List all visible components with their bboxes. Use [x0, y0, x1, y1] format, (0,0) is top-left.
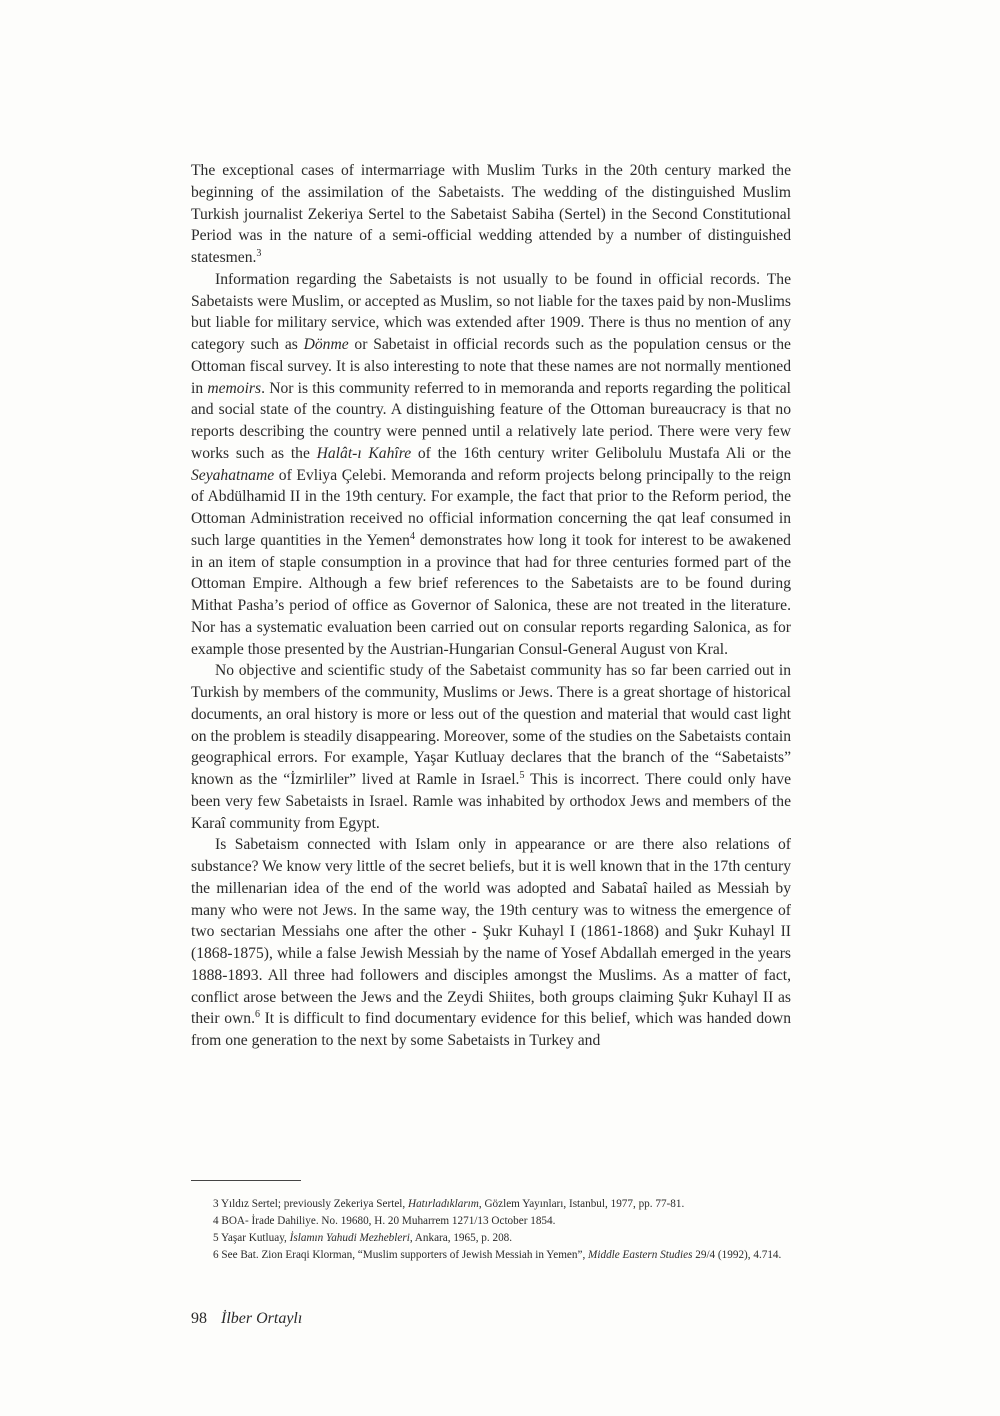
- footnote-ref-3[interactable]: 3: [256, 247, 262, 259]
- footnote-ref-4[interactable]: 4: [409, 530, 415, 542]
- main-text: [191, 160, 791, 1052]
- body-text: [191, 160, 791, 1052]
- footnote-ref-6[interactable]: 6: [254, 1009, 260, 1021]
- footnote-4: 4 BOA- İrade Dahiliye. No. 19680, H. 20 Muharrem 1271/13 October 1854.: [213, 1215, 556, 1227]
- paragraph-1: The exceptional cases of intermarriage with Muslim Turks in the 20th century marked the beginning of the assimilation of the Sabetaists. The wedding of the distinguished Muslim Turkish journalist Zekeriya Sertel to the Sabetaist Sabiha (Sertel) in the Second Constitutional Period was in the nature of a semi-official wedding attended by a number of distinguished statesmen.$^3$: [191, 162, 791, 266]
- footnote-6: 6 See Bat. Zion Eraqi Klorman, “Muslim supporters of Jewish Messiah in Yemen”, Middle Eastern Studies 29/4 (1992), 4.714.: [213, 1249, 782, 1261]
- footnote-rule: [191, 1180, 301, 1181]
- page-number: 98: [191, 1310, 207, 1327]
- footnote-3: 3 Yıldız Sertel; previously Zekeriya Sertel, Hatırladıklarım, Gözlem Yayınları, Istanbul, 1977, pp. 77-81.: [213, 1198, 685, 1210]
- page-footer: [191, 1310, 302, 1328]
- paragraph-4: Is Sabetaism connected with Islam only in appearance or are there also relations of substance? We know very little of the secret beliefs, but it is well known that in the 17th century the millenarian idea of the end of the world was adopted and Sabataî hailed as Messiah by many who were not Jews. In the same way, the 19th century was to witness the emergence of two sectarian Messiahs one after the other - Şukr Kuhayl I (1861-1868) and Şukr Kuhayl II (1868-1875), while a false Jewish Messiah by the name of Yosef Abdallah emerged in the years 1888-1893. All three had followers and disciples amongst the Muslims. As a matter of fact, conflict arose between the Jews and the Zeydi Shiites, both groups claiming Şukr Kuhayl II as their own.$^6$ It is difficult to find documentary evidence for this belief, which was handed down from one generation to the next by some Sabetaists in Turkey and: [191, 836, 791, 1049]
- footnote-ref-5[interactable]: 5: [519, 769, 525, 781]
- paragraph-2: Information regarding the Sabetaists is not usually to be found in official records. The Sabetaists were Muslim, or accepted as Muslim, so not liable for the taxes paid by non-Muslims but liable for military service, which was extended after 1909. There is thus no mention of any category such as Dönme or Sabetaist in official records such as the population census or the Ottoman fiscal survey. It is also interesting to note that these names are not normally mentioned in memoirs. Nor is this community referred to in memoranda and reports regarding the political and social state of the country. A distinguishing feature of the Ottoman bureaucracy is that no reports describing the country were penned until a relatively late period. There were very few works such as the Halât-ı Kahîre of the 16th century writer Gelibolulu Mustafa Ali or the Seyahatname of Evliya Çelebi. Memoranda and reform projects belong principally to the reign of Abdülhamid II in the 19th century. For example, the fact that prior to the Reform period, the Ottoman Administration received no official information concerning the qat leaf consumed in such large quantities in the Yemen$^4$ demonstrates how long it took for interest to be awakened in an item of staple consumption in a province that had for three centuries formed part of the Ottoman Empire. Although a few brief references to the Sabetaists are to be found during Mithat Pasha’s period of office as Governor of Salonica, these are not treated in the literature. Nor has a systematic evaluation been carried out on consular reports regarding Salonica, as for example those presented by the Austrian-Hungarian Consul-General August von Kral.: [191, 270, 792, 658]
- running-author: İlber Ortaylı: [221, 1310, 303, 1327]
- footnotes: [191, 1180, 791, 1264]
- paragraph-3: No objective and scientific study of the Sabetaist community has so far been carried out in Turkish by members of the community, Muslims or Jews. There is a great shortage of historical documents, an oral history is more or less out of the question and material that would cast light on the problem is steadily disappearing. Moreover, some of the studies on the Sabetaists contain geographical errors. For example, Yaşar Kutluay declares that the branch of the “Sabetaists” known as the “İzmirliler” lived at Ramle in Israel.$^5$ This is incorrect. There could only have been very few Sabetaists in Israel. Ramle was inhabited by orthodox Jews and members of the Karaî community from Egypt.: [191, 662, 791, 832]
- footnote-5: 5 Yaşar Kutluay, İslamın Yahudi Mezhebleri, Ankara, 1965, p. 208.: [213, 1232, 513, 1244]
